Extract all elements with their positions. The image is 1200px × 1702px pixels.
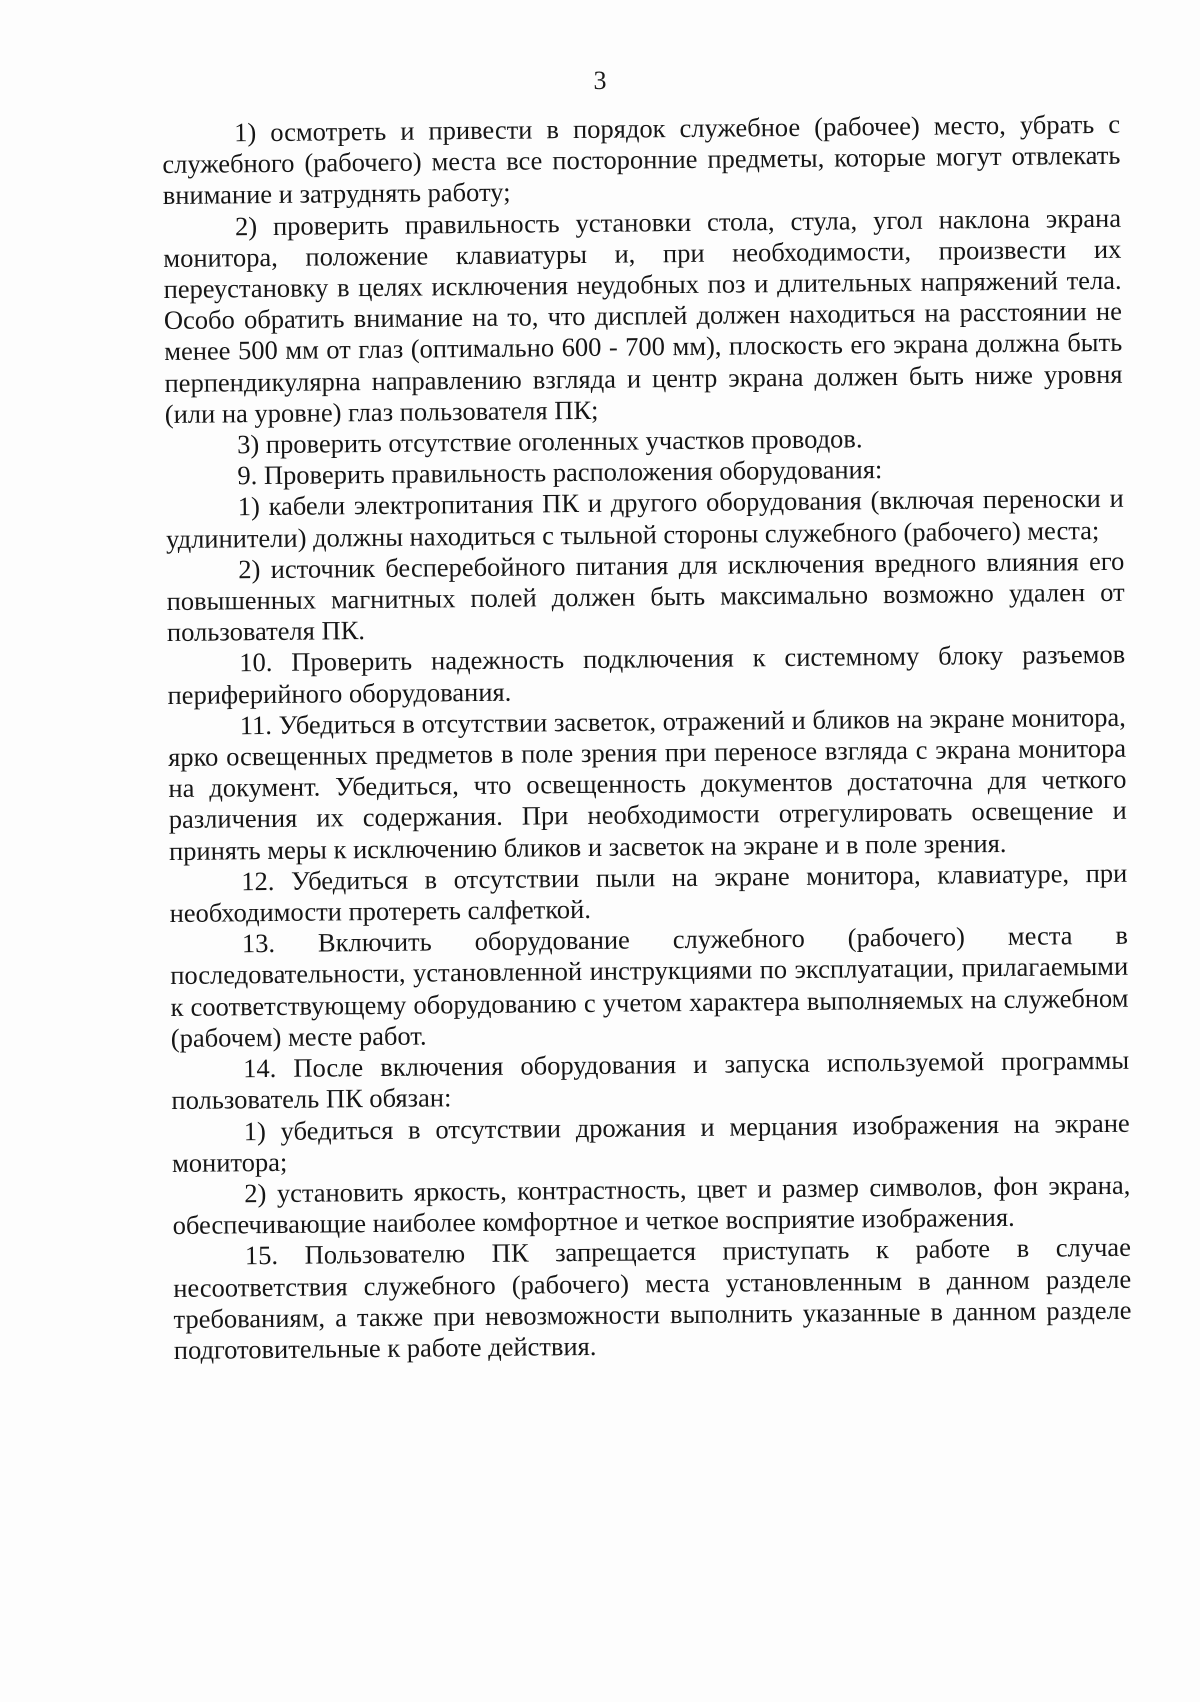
paragraph-item-1: 1) осмотреть и привести в порядок служебное (рабочее) место, убрать с служебного (рабочего) места все посторонние предметы, которые могут отвлекать внимание и затруднять работу; bbox=[162, 108, 1121, 211]
paragraph-section-15: 15. Пользователю ПК запрещается приступать к работе в случае несоответствия служебного (рабочего) места установленным в данном разделе требованиям, а также при невозможности выполнить указанные в данном разделе подготовительные к работе действия. bbox=[173, 1232, 1132, 1365]
page-number: 3 bbox=[593, 66, 607, 95]
paragraph-section-14: 14. После включения оборудования и запуска используемой программы пользователь ПК обязан: bbox=[171, 1044, 1130, 1116]
paragraph-section-9-item-1: 1) кабели электропитания ПК и другого оборудования (включая переноски и удлинители) должны находиться с тыльной стороны служебного (рабочего) места; bbox=[165, 483, 1124, 554]
paragraph-section-14-item-2: 2) установить яркость, контрастность, цвет и размер символов, фон экрана, обеспечивающие наиболее комфортное и четкое восприятие изображения. bbox=[172, 1169, 1131, 1241]
document-body bbox=[162, 109, 1132, 1366]
paragraph-item-3: 3) проверить отсутствие оголенных участков проводов. bbox=[236, 423, 863, 460]
paragraph-section-10: 10. Проверить надежность подключения к системному блоку разъемов периферийного оборудования. bbox=[167, 639, 1126, 710]
paragraph-section-11: 11. Убедиться в отсутствии засветок, отражений и бликов на экране монитора, ярко освещенных предметов в поле зрения при переносе взгляда с экрана монитора на документ. Убедиться, что освещенность документов достаточна для четкого различения их содержания. При необходимости отрегулировать освещение и принять меры к исключению бликов и засветок на экране и в поле зрения. bbox=[167, 701, 1127, 866]
paragraph-section-13: 13. Включить оборудование служебного (рабочего) места в последовательности, установленной инструкциями по эксплуатации, прилагаемыми к соответствующему оборудованию с учетом характера выполняемых на служебном (рабочем) месте работ. bbox=[170, 920, 1129, 1053]
paragraph-section-9: 9. Проверить правильность расположения оборудования: bbox=[237, 454, 883, 491]
paragraph-section-9-item-2: 2) источник бесперебойного питания для исключения вредного влияния его повышенных магнитных полей должен быть максимально возможно удален от пользователя ПК. bbox=[166, 545, 1125, 648]
paragraph-section-14-item-1: 1) убедиться в отсутствии дрожания и мерцания изображения на экране монитора; bbox=[171, 1107, 1130, 1178]
paragraph-item-2: 2) проверить правильность установки стола, стула, угол наклона экрана монитора, положение клавиатуры и, при необходимости, произвести их переустановку в целях исключения неудобных поз и длительных напряжений тела. Особо обратить внимание на то, что дисплей должен находиться на расстоянии не менее 500 мм от глаз (оптимально 600 - 700 мм), плоскость его экрана должна быть перпендикулярна направлению взгляда и центр экрана должен быть ниже уровня (или на уровне) глаз пользователя ПК; bbox=[163, 202, 1123, 429]
paragraph-section-12: 12. Убедиться в отсутствии пыли на экране монитора, клавиатуре, при необходимости протереть салфеткой. bbox=[169, 857, 1128, 929]
